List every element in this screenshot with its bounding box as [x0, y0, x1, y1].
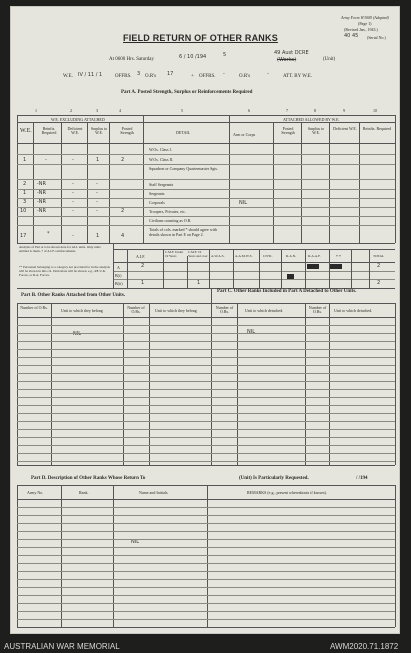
part-b-col-number: Number of O.Rs.	[20, 305, 48, 310]
ruled-line	[17, 595, 395, 596]
att-deficient-header: Deficient W.E.	[333, 126, 357, 131]
cpl-reinf: -NR	[37, 199, 47, 205]
analysis-col-aamws: A.A.M.W.S.	[235, 254, 253, 258]
footer-accession-number: AWM2020.71.1872	[330, 642, 399, 651]
part-d-col-army-no: Army No.	[27, 490, 44, 495]
ssgt-sur: -	[96, 181, 98, 187]
col-number-7: 7	[286, 108, 288, 113]
ruled-line	[17, 349, 395, 350]
part-c-col-number-2: Number of O.Rs.	[308, 305, 327, 314]
part-c-nil: NIL	[247, 329, 256, 335]
ssgt-we: 2	[23, 181, 27, 187]
ruled-line	[17, 461, 395, 462]
ruled-line	[17, 523, 395, 524]
pte-we: 10	[20, 208, 27, 214]
row-detail-civilians: Civilians counting as O.R.	[149, 218, 192, 223]
analysis-a-total: 2	[377, 263, 381, 269]
footer-institution: AUSTRALIAN WAR MEMORIAL	[4, 642, 120, 651]
page-number: (Page 1)	[358, 21, 372, 26]
ruled-line	[17, 445, 395, 446]
ruled-line	[17, 357, 395, 358]
analysis-col-cmf-under19: C.M.F. Under 19 Years	[165, 250, 184, 258]
part-c-col-number: Number of O.Rs.	[215, 305, 234, 314]
wo1-sur: 1	[96, 157, 100, 163]
pte-sur: -	[96, 208, 98, 214]
ruled-line	[17, 429, 395, 430]
analysis-a-aif: 2	[141, 263, 145, 269]
ruled-line	[17, 405, 395, 406]
ssgt-reinf: -NR	[37, 181, 47, 187]
col-number-4: 4	[119, 108, 121, 113]
analysis-col-cmf-19over: C.M.F. 19 Years and over	[188, 250, 208, 258]
ink-stamp-mark	[330, 264, 342, 269]
analysis-col-civil: CIVIL	[263, 254, 273, 258]
total-def: -	[72, 233, 74, 239]
col-number-3: 3	[96, 108, 98, 113]
col-number-2: 2	[70, 108, 72, 113]
ruled-line	[17, 619, 395, 620]
pte-posted: 2	[121, 208, 125, 214]
ruled-line	[17, 437, 395, 438]
year-digit: 5	[223, 52, 227, 58]
ruled-line	[17, 397, 395, 398]
analysis-row-bi: B(i)	[115, 273, 122, 278]
offrs2-label: OFFRS.	[199, 74, 216, 79]
att-label: ATT. BY W.E.	[283, 74, 313, 79]
wo1-we: 1	[23, 157, 27, 163]
part-b-col-unit-2: Unit to which they belong	[155, 308, 197, 313]
total-posted: 4	[121, 233, 125, 239]
ssgt-def: -	[72, 181, 74, 187]
wo1-def: -	[72, 157, 74, 163]
part-b-title: Part B. Other Ranks Attached from Other Units.	[21, 293, 126, 298]
attached-allowed-header: ATTACHED ALLOWED BY W.E.	[283, 117, 340, 122]
ruled-line	[17, 587, 395, 588]
part-a-title: Part A. Posted Strength, Surplus or Reinforcements Required	[121, 90, 253, 95]
we-excluding-attached-header: W.E. EXCLUDING ATTACHED	[51, 117, 105, 122]
part-d-col-rank: Rank.	[79, 490, 89, 495]
we-column-header: W.E.	[20, 128, 32, 134]
wo1-posted: 2	[121, 157, 125, 163]
sgt-we: 1	[23, 190, 27, 196]
cpl-sur: -	[96, 199, 98, 205]
row-detail-wo2: W.Os. Class II.	[149, 157, 174, 162]
ors2-label: O.R's	[239, 74, 251, 79]
posted-strength-header: Posted Strength	[120, 126, 134, 135]
part-c-col-unit-2: Unit to which detached.	[334, 308, 373, 313]
offrs-value: 3	[137, 71, 141, 77]
ors2-value: -	[267, 71, 269, 77]
ink-stamp-mark	[307, 264, 319, 269]
total-sur: 1	[96, 233, 100, 239]
serial-number: 40 45	[344, 33, 359, 39]
offrs-label: OFFRS.	[115, 74, 132, 79]
row-detail-privates: Troopers, Privates, etc.	[149, 209, 186, 214]
att-reinfts-header: Reinfts. Required	[362, 126, 392, 131]
analysis-bii-total: 2	[377, 280, 381, 286]
part-d-nil: NIL	[131, 539, 140, 545]
ruled-line	[17, 603, 395, 604]
total-we: 17	[20, 233, 27, 239]
att-surplus-header: Surplus to W.E.	[307, 126, 325, 135]
form-title: FIELD RETURN OF OTHER RANKS	[123, 33, 278, 43]
row-detail-cqms: Squadron or Company Quartermaster Sgts.	[149, 166, 218, 171]
total-reinf: *	[47, 231, 50, 237]
analysis-col-total: TOTAL	[373, 254, 385, 258]
pte-def: -	[72, 208, 74, 214]
arm-corps-header: Arm or Corps	[233, 132, 256, 137]
ruled-line	[17, 365, 395, 366]
unit-struck-text: (Works)	[277, 57, 297, 63]
ruled-line	[17, 333, 395, 334]
ruled-line	[17, 579, 395, 580]
analysis-note: Analysis of Part A to be shown here for ALL units. Only units entitled to them, 7 of A.I.F. reinforcements.	[19, 245, 101, 253]
col-number-1: 1	[35, 108, 37, 113]
row-detail-wo1: W.Os. Class I.	[149, 147, 172, 152]
part-d-col-name: Name and Initials.	[139, 490, 169, 495]
cpl-we: 3	[23, 199, 27, 205]
analysis-col-awas: A.W.A.S.	[211, 254, 225, 258]
col-number-10: 10	[373, 108, 377, 113]
ruled-line	[17, 389, 395, 390]
ruled-line	[17, 421, 395, 422]
ruled-line	[17, 413, 395, 414]
part-b-nil: NIL	[73, 331, 82, 337]
at-line-label: At 0600 Hrs. Saturday	[109, 57, 154, 62]
ink-stamp-mark	[287, 274, 294, 279]
analysis-col-ran: R.A.N.	[286, 254, 297, 258]
offrs2-value: -	[223, 71, 225, 77]
ruled-line	[17, 373, 395, 374]
sgt-def: -	[72, 190, 74, 196]
col-number-5: 5	[181, 108, 183, 113]
surplus-we-header: Surplus to W.E.	[90, 126, 108, 135]
ors-label: O.R's	[145, 74, 157, 79]
we-label: W.E.	[63, 74, 73, 79]
analysis-row-bii: B(ii)	[115, 281, 123, 286]
sgt-sur: -	[96, 190, 98, 196]
ruled-line	[17, 531, 395, 532]
part-b-col-unit: Unit to which they belong	[61, 308, 103, 313]
ruled-line	[17, 571, 395, 572]
ruled-line	[17, 555, 395, 556]
analysis-footnote: ** Personnel belonging to a category not provided for in the analysis will be shown in this col. Particulars will be shown, e.g., RE U.K. Forces, or R.A. Forces.	[19, 265, 110, 277]
unit-label: (Unit)	[323, 57, 336, 62]
deficient-we-header: Deficient W.E.	[67, 126, 83, 135]
row-detail-totals: Totals of cols. marked * should agree with details shown in Part E on Page 2.	[149, 227, 217, 237]
date-value: 6 / 10 /194	[179, 54, 207, 60]
ruled-line	[17, 539, 395, 540]
attached-nil: NIL	[239, 200, 248, 206]
part-d-title-mid: (Unit) Is Particularly Requested.	[239, 476, 309, 481]
analysis-col-other: * *	[336, 254, 341, 259]
part-b-col-number-2: Number of O.Rs.	[127, 305, 145, 314]
ors-value: 17	[167, 71, 174, 77]
part-d-date: / /194	[356, 476, 368, 481]
sgt-reinf: -NR	[37, 190, 47, 196]
analysis-bii-cmf: 1	[197, 280, 201, 286]
ruled-line	[17, 381, 395, 382]
cpl-def: -	[72, 199, 74, 205]
ruled-line	[17, 453, 395, 454]
analysis-col-aif: A.I.F.	[136, 254, 146, 259]
form-sheet: Army Form W3009 (Adapted) (Page 1) (Revised Jan., 1943.) 40 45 (Serial No.) FIELD RETURN OF OTHER RANKS At 0600 Hrs. Saturday 6 / 10 /194 5 49 Aust DCRE (Works) (Unit) W.E. IV / 11 / 1 OFFRS. 3 O.R's 17 + OFFRS. - O.R's - ATT. BY W.E. Part A. Posted Strength, Surplus or Reinforcements Required 1 2 3 4 5 6 7 8 9 10 W.E. EXCLUDING ATTACHED ATTACHED ALLOWED BY W.E. DETAIL W.E. Reinfts. Required Deficient W.E. Surplus to W.E. Posted Strength Arm or Corps Posted Strength Surplus to W.E. Deficient W.E. Reinfts. Required W.Os. Class I. W.Os. Class II. Squadron or Company Quartermaster Sgts. Staff Sergeants Sergeants Corporals Troopers, Privates, etc. Civilians counting as O.R. Totals of cols. marked * should agree with details shown in Part E on Page 2. 1 - - 1 2 2 -NR - - 1 -NR - - 3 -NR - - 10 -NR - - 2 17 * - 1 4 NIL Analysis of Part A to be shown here for ALL units. Only units entitled to them, 7 of A.I.F. reinforcements. ** Personnel belonging to a category not provided for in the analysis will be shown in this col. Particulars will be shown, e.g., RE U.K. Forces, or R.A. Forces. A.I.F. C.M.F. Under 19 Years C.M.F. 19 Years and over A.W.A.S. A.A.M.W.S. CIVIL R.A.N. R.A.A.F. * * TOTAL A B(i) B(ii) 2 2 1 1 2 Part B. Other Ranks Attached from Other Units. Part C. Other Ranks Included in Part A Detached to Other Units. Number of O.Rs. Unit to which they belong Number of O.Rs. Unit to which they belong Number of O.Rs. Unit to which detached. Number of O.Rs. Unit to which detached. NIL NIL Part D. Description of Other Ranks Whose Return To (Unit) Is Particularly Requested. / /194 Army No. Rank. Name and Initials. REMARKS (e.g., present whereabouts if known). NIL	[10, 6, 400, 634]
part-c-title: Part C. Other Ranks Included in Part A Detached to Other Units.	[217, 289, 357, 294]
serial-label: (Serial No.)	[367, 35, 386, 40]
reinfts-required-header: Reinfts. Required	[41, 126, 57, 135]
row-detail-staff-sergeants: Staff Sergeants	[149, 182, 174, 187]
ruled-line	[17, 547, 395, 548]
col-number-9: 9	[343, 108, 345, 113]
revision-note: (Revised Jan., 1943.)	[344, 27, 378, 32]
col-number-8: 8	[314, 108, 316, 113]
ruled-line	[17, 515, 395, 516]
detail-header: DETAIL	[176, 130, 191, 135]
att-posted-strength-header: Posted Strength	[281, 126, 295, 135]
analysis-bii-aif: 1	[141, 280, 145, 286]
ruled-line	[17, 507, 395, 508]
archive-footer	[0, 640, 411, 653]
part-c-col-unit: Unit to which detached.	[245, 308, 284, 313]
we-value: IV / 11 / 1	[78, 72, 103, 78]
row-detail-corporals: Corporals	[149, 200, 165, 205]
unit-value: 49 Aust DCRE	[274, 50, 309, 56]
ruled-line	[17, 563, 395, 564]
ruled-line	[17, 611, 395, 612]
form-reference: Army Form W3009 (Adapted)	[341, 15, 389, 20]
part-d-col-remarks: REMARKS (e.g., present whereabouts if known).	[247, 490, 327, 495]
wo1-reinf: -	[45, 157, 47, 163]
pte-reinf: -NR	[37, 208, 47, 214]
part-d-title: Part D. Description of Other Ranks Whose Return To	[31, 476, 146, 481]
analysis-row-a: A	[117, 265, 120, 270]
analysis-col-raaf: R.A.A.F.	[308, 254, 321, 258]
row-detail-sergeants: Sergeants	[149, 191, 165, 196]
col-number-6: 6	[248, 108, 250, 113]
ruled-line	[17, 325, 395, 326]
ruled-line	[17, 341, 395, 342]
